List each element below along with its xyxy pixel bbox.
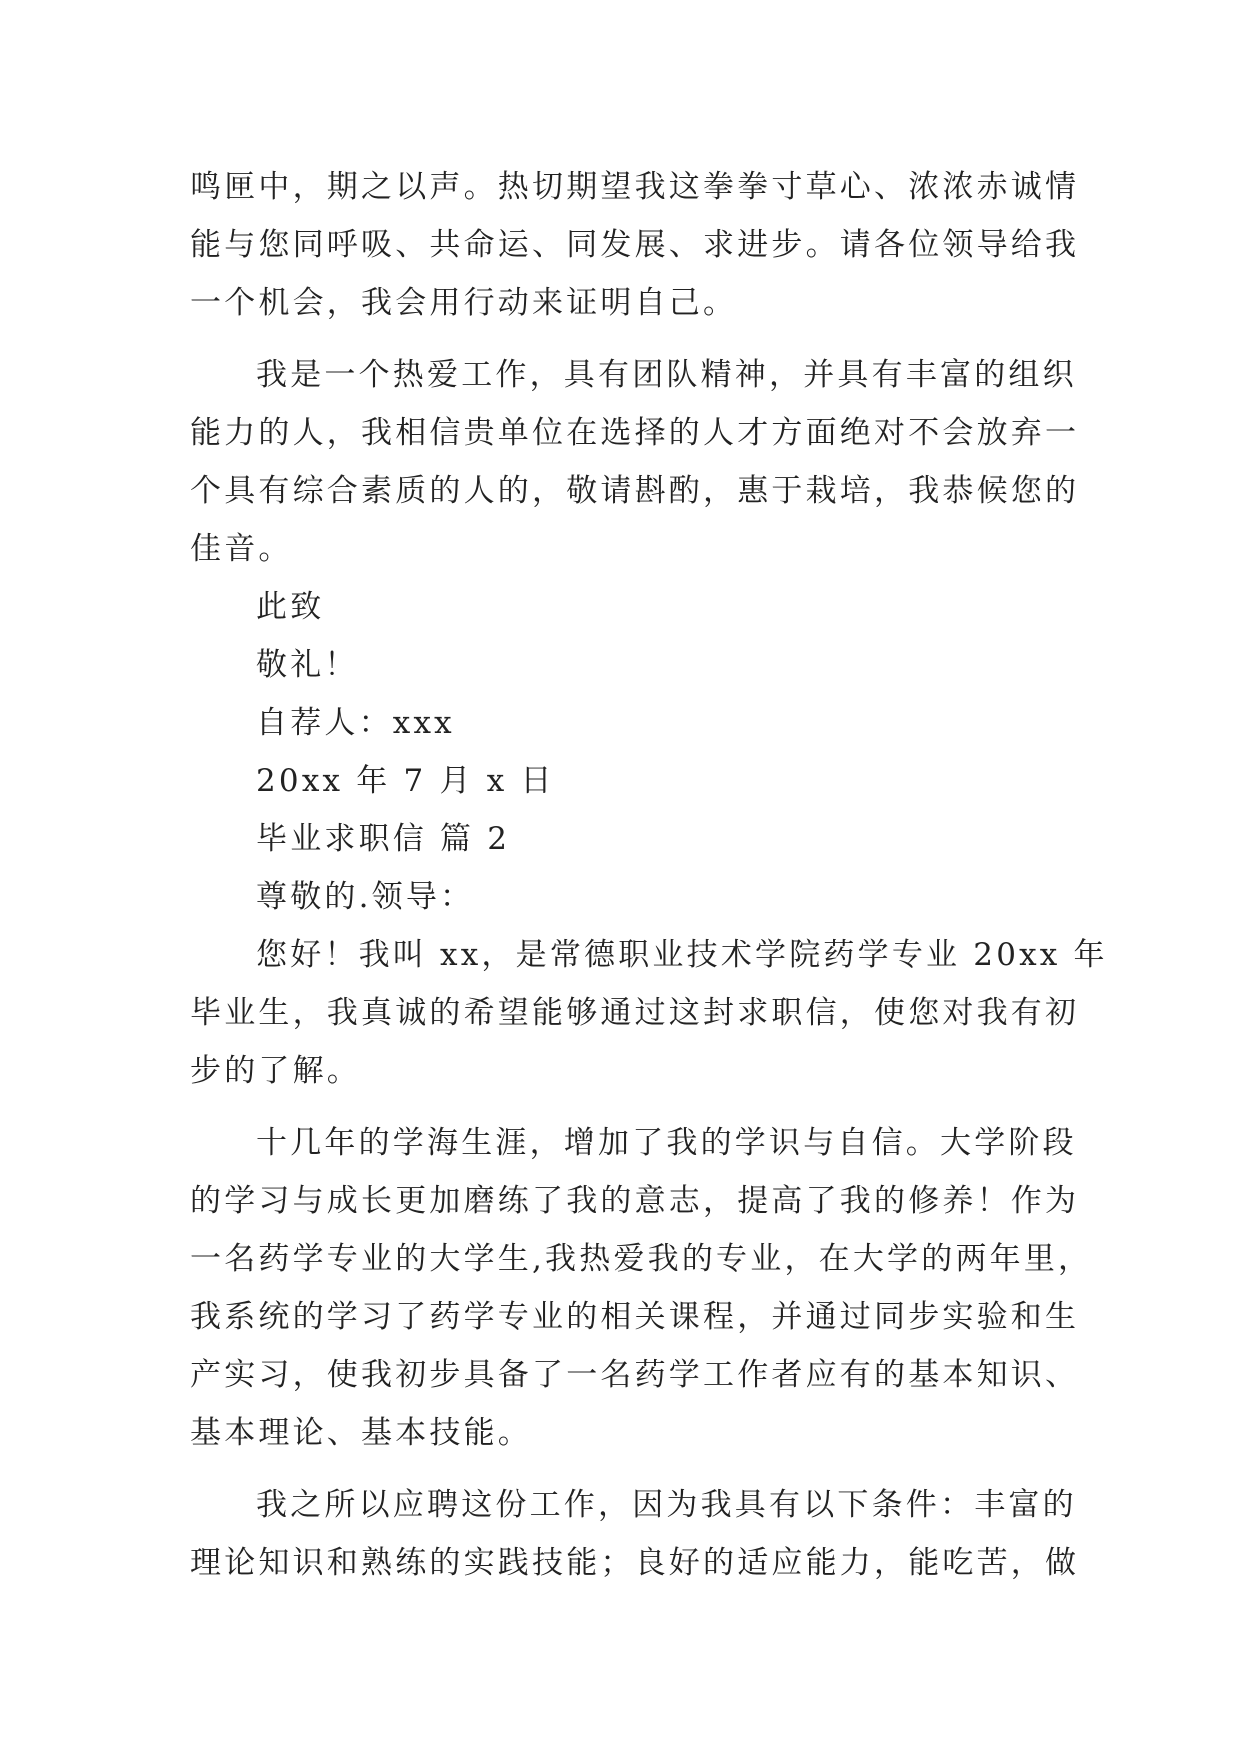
text-line: 自荐人：xxx [256,705,455,741]
text-line: 的学习与成长更加磨练了我的意志，提高了我的修养！作为 [190,1183,1080,1219]
text-line: 个具有综合素质的人的，敬请斟酌，惠于栽培，我恭候您的 [190,473,1080,509]
text-line: 毕业生，我真诚的希望能够通过这封求职信，使您对我有初 [190,995,1080,1031]
text-line: 理论知识和熟练的实践技能；良好的适应能力，能吃苦，做 [190,1545,1080,1581]
text-line: 我系统的学习了药学专业的相关课程，并通过同步实验和生 [190,1299,1080,1335]
text-line: 尊敬的.领导： [256,879,475,915]
text-line: 佳音。 [190,531,293,567]
text-line: 敬礼！ [256,647,359,683]
text-line: 产实习，使我初步具备了一名药学工作者应有的基本知识、 [190,1357,1080,1393]
text-line: 一个机会，我会用行动来证明自己。 [190,285,738,321]
text-line: 此致 [256,589,325,625]
document-body [190,158,1108,1592]
text-line: 我之所以应聘这份工作，因为我具有以下条件：丰富的 [256,1487,1077,1523]
text-line: 我是一个热爱工作，具有团队精神，并具有丰富的组织 [256,357,1077,393]
text-line: 十几年的学海生涯，增加了我的学识与自信。大学阶段 [256,1125,1077,1161]
text-line: 鸣匣中，期之以声。热切期望我这拳拳寸草心、浓浓赤诚情 [190,169,1080,205]
text-line: 您好！我叫 xx，是常德职业技术学院药学专业 20xx 年 [256,937,1108,973]
text-line: 能力的人，我相信贵单位在选择的人才方面绝对不会放弃一 [190,415,1080,451]
text-line: 毕业求职信 篇 2 [256,821,511,857]
text-line: 一名药学专业的大学生,我热爱我的专业，在大学的两年里， [190,1241,1093,1277]
text-line: 能与您同呼吸、共命运、同发展、求进步。请各位领导给我 [190,227,1080,263]
text-line: 20xx 年 7 月 x 日 [256,763,555,799]
text-line: 步的了解。 [190,1053,361,1089]
text-line: 基本理论、基本技能。 [190,1415,532,1451]
